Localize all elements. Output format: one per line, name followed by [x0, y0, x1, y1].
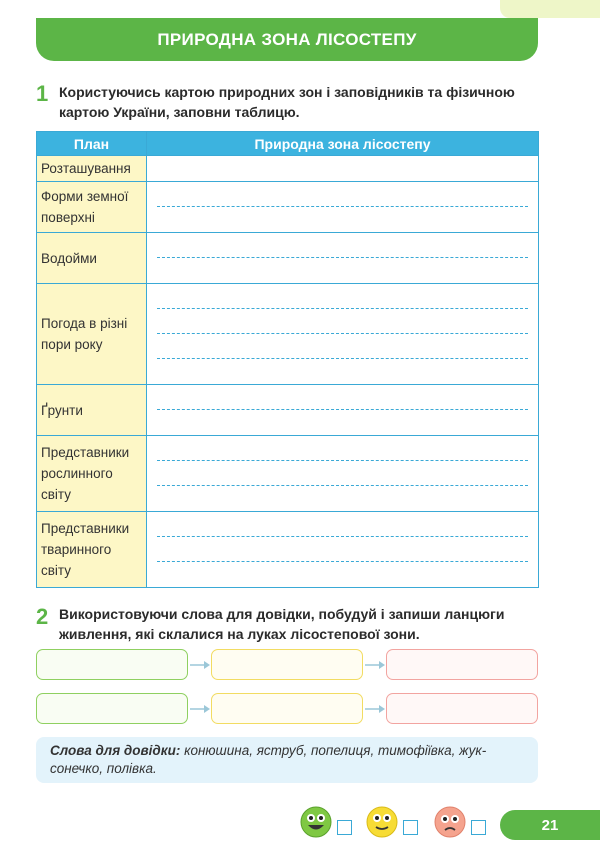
- row-label: Представники тваринного світу: [37, 512, 147, 588]
- answer-line: [157, 258, 528, 283]
- reference-words-box: [36, 737, 538, 783]
- chain-2-box-1[interactable]: [36, 693, 188, 724]
- table-row: [37, 156, 539, 182]
- reference-words: конюшина, яструб, попелиця, тимофіївка, жуксонечко, полівка.: [50, 743, 487, 776]
- answer-cell[interactable]: [147, 436, 539, 512]
- answer-line: [157, 562, 528, 587]
- table-row: [37, 385, 539, 436]
- answer-line: [157, 385, 528, 410]
- answer-line: [157, 436, 528, 461]
- row-label: Погода в різні пори року: [37, 284, 147, 385]
- happy-face-icon: [300, 806, 332, 838]
- reference-label: Слова для довідки:: [50, 743, 181, 758]
- answer-line: [157, 309, 528, 334]
- answer-line: [157, 334, 528, 359]
- answer-line: [157, 512, 528, 537]
- table-row: [37, 284, 539, 385]
- row-label: Ґрунти: [37, 385, 147, 436]
- row-label: Представники рослинного світу: [37, 436, 147, 512]
- answer-line: [157, 359, 528, 384]
- arrow-right-icon: [364, 703, 386, 715]
- arrow-right-icon: [189, 659, 211, 671]
- table-row: [37, 182, 539, 233]
- page-number-text: 21: [541, 816, 559, 834]
- answer-line: [157, 461, 528, 486]
- page-header: [36, 18, 538, 61]
- table-row: [37, 512, 539, 588]
- table-row: [37, 233, 539, 284]
- answer-line: [157, 410, 528, 435]
- answer-cell[interactable]: [147, 385, 539, 436]
- answer-cell[interactable]: [147, 233, 539, 284]
- answer-line: [157, 284, 528, 309]
- page-title: ПРИРОДНА ЗОНА ЛІСОСТЕПУ: [157, 29, 417, 49]
- arrow-right-icon: [364, 659, 386, 671]
- row-label: Розташування: [37, 156, 147, 182]
- row-label: Водойми: [37, 233, 147, 284]
- page-number: [500, 810, 600, 840]
- table-header-row: [37, 132, 539, 156]
- chain-2-box-2[interactable]: [211, 693, 363, 724]
- answer-cell[interactable]: [147, 512, 539, 588]
- answer-cell[interactable]: [147, 284, 539, 385]
- sad-face-icon: [434, 806, 466, 838]
- answer-cell[interactable]: [147, 156, 539, 182]
- chain-1-box-1[interactable]: [36, 649, 188, 680]
- column-header-zone: Природна зона лісостепу: [147, 132, 539, 156]
- task-1-text: Користуючись картою природних зон і заповідників та фізичною картою України, заповни таблицю.: [59, 84, 515, 120]
- chain-1-box-3[interactable]: [386, 649, 538, 680]
- answer-line: [157, 233, 528, 258]
- self-check-box-2[interactable]: [403, 820, 418, 835]
- self-check-box-1[interactable]: [337, 820, 352, 835]
- answer-line: [157, 207, 528, 232]
- arrow-right-icon: [189, 703, 211, 715]
- task-2-text: Використовуючи слова для довідки, побудуй і запиши ланцюги живлення, які склалися на луках лісостепової зони.: [59, 606, 505, 642]
- task-1-number: 1: [36, 81, 49, 106]
- row-label: Форми земної поверхні: [37, 182, 147, 233]
- answer-line: [157, 156, 528, 181]
- answer-line: [157, 486, 528, 511]
- neutral-face-icon: [366, 806, 398, 838]
- answer-line: [157, 182, 528, 207]
- table-row: [37, 436, 539, 512]
- column-header-plan: План: [37, 132, 147, 156]
- chain-2-box-3[interactable]: [386, 693, 538, 724]
- top-corner-tab: [500, 0, 600, 18]
- answer-line: [157, 537, 528, 562]
- self-check-box-3[interactable]: [471, 820, 486, 835]
- task-2-number: 2: [36, 604, 49, 629]
- chain-1-box-2[interactable]: [211, 649, 363, 680]
- plan-table: [36, 131, 539, 588]
- answer-cell[interactable]: [147, 182, 539, 233]
